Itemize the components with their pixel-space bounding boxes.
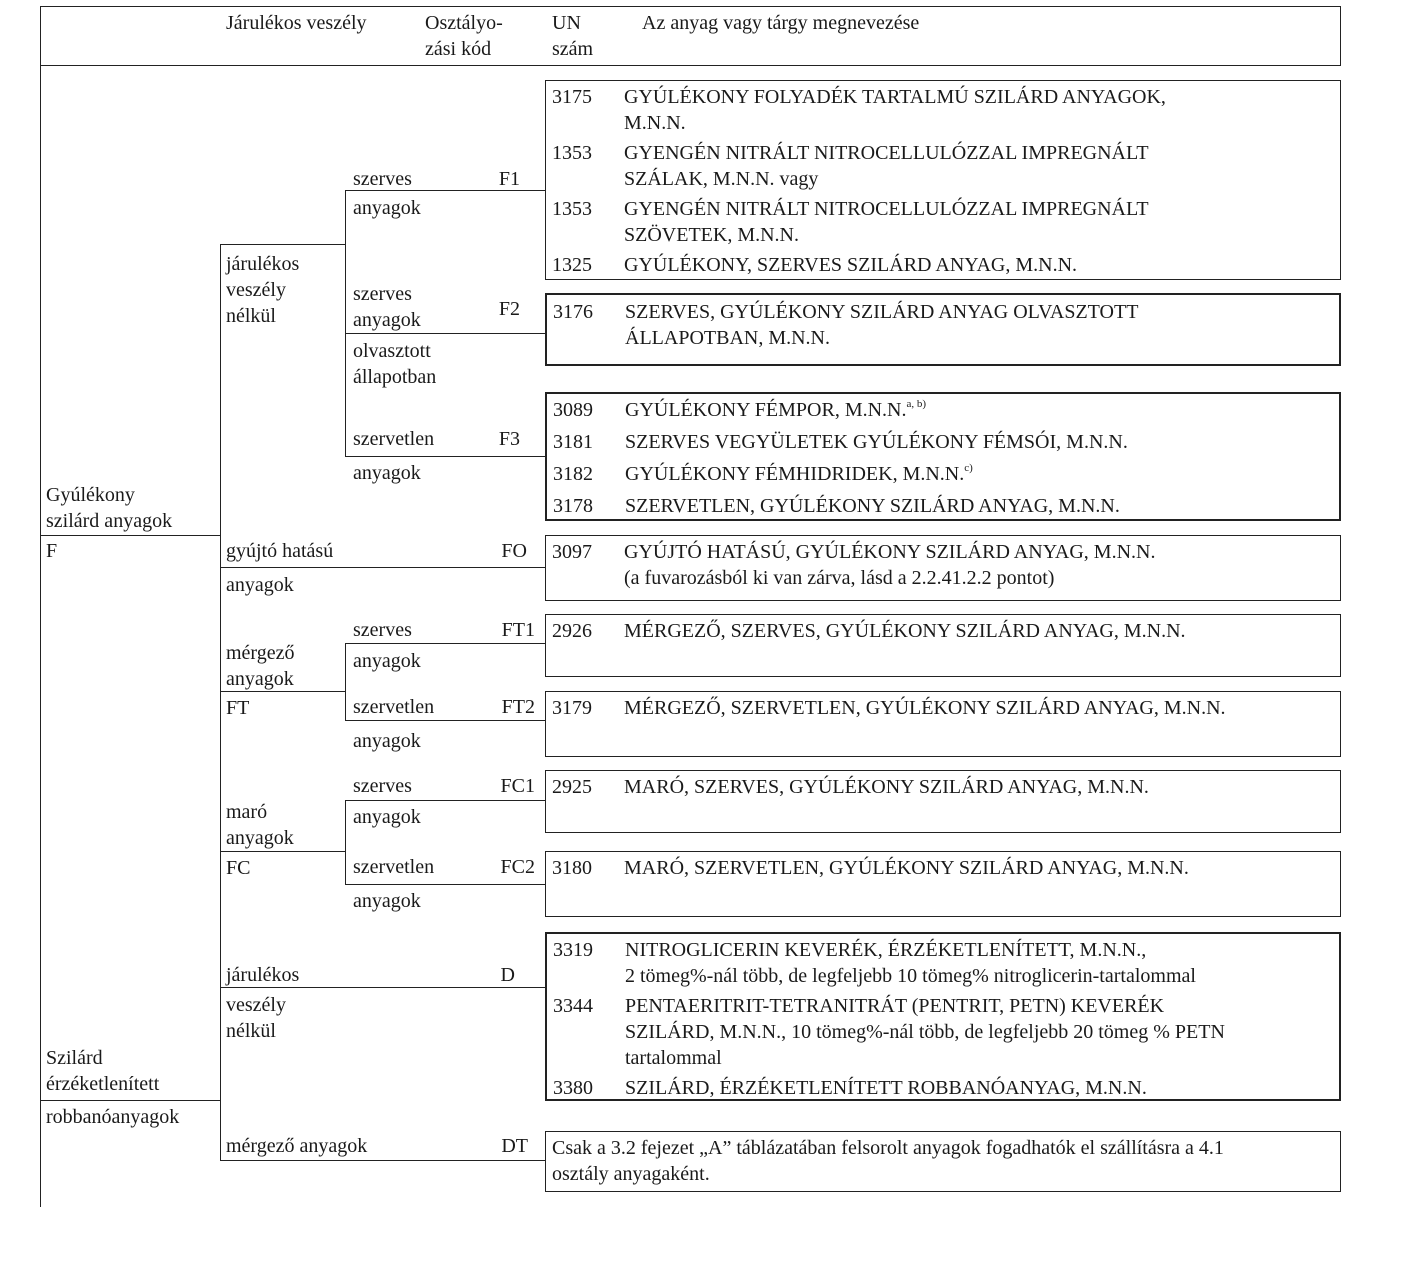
- tree-ft-vertical: [345, 643, 346, 720]
- entry-text: ÁLLAPOTBAN, M.N.N.: [625, 327, 830, 349]
- entry-text: tartalommal: [625, 1047, 722, 1069]
- entry-text: GYÚJTÓ HATÁSÚ, GYÚLÉKONY SZILÁRD ANYAG, M.N.N.: [624, 541, 1156, 563]
- un-number: 3319: [553, 939, 593, 961]
- entry-text: GYÚLÉKONY FOLYADÉK TARTALMÚ SZILÁRD ANYAGOK,: [624, 86, 1166, 108]
- entry-text: GYÚLÉKONY FÉMHIDRIDEK, M.N.N.: [625, 463, 965, 485]
- branch-d-no-sub-line1: járulékos: [226, 964, 300, 986]
- code-ft2: FT2: [501, 696, 535, 718]
- branch-organic-line1: szerves: [353, 168, 412, 190]
- branch-d-no-sub-line3: nélkül: [226, 1020, 276, 1042]
- entry-text: MARÓ, SZERVES, GYÚLÉKONY SZILÁRD ANYAG, M.N.N.: [624, 776, 1149, 798]
- entry-box-f2: [545, 293, 1341, 366]
- entry-text: 2 tömeg%-nál több, de legfeljebb 10 tömeg% nitroglicerin-tartalommal: [625, 965, 1196, 987]
- tree-f2-line: [345, 333, 545, 334]
- branch-corr-line2: anyagok: [226, 827, 294, 849]
- branch-ft-inorganic-line2: anyagok: [353, 730, 421, 752]
- entry-box-f1: [545, 80, 1341, 280]
- branch-toxic-code: FT: [226, 697, 250, 719]
- branch-inorganic-line1: szervetlen: [353, 428, 435, 450]
- branch-ft-organic-line2: anyagok: [353, 650, 421, 672]
- entry-text: MÉRGEZŐ, SZERVES, GYÚLÉKONY SZILÁRD ANYAG, M.N.N.: [624, 620, 1186, 642]
- entry-text: NITROGLICERIN KEVERÉK, ÉRZÉKETLENÍTETT, M.N.N.,: [625, 939, 1147, 961]
- entry-text: SZILÁRD, ÉRZÉKETLENÍTETT ROBBANÓANYAG, M.N.N.: [625, 1077, 1147, 1099]
- un-number: 1325: [552, 254, 592, 276]
- branch-d-toxic: mérgező anyagok: [226, 1135, 368, 1157]
- footnote-mark: a, b): [906, 398, 927, 410]
- un-number: 1353: [552, 198, 592, 220]
- branch-organic-line2: anyagok: [353, 197, 421, 219]
- entry-text: SZERVETLEN, GYÚLÉKONY SZILÁRD ANYAG, M.N.N.: [625, 495, 1120, 517]
- tree-fc1-line: [345, 800, 545, 801]
- tree-ft2-line: [345, 720, 545, 721]
- un-number: 3175: [552, 86, 592, 108]
- branch-inorganic-line2: anyagok: [353, 462, 421, 484]
- entry-text: MARÓ, SZERVETLEN, GYÚLÉKONY SZILÁRD ANYAG, M.N.N.: [624, 857, 1189, 879]
- group-flammable-line1: Gyúlékony: [46, 484, 135, 506]
- branch-fc-inorganic-line2: anyagok: [353, 890, 421, 912]
- branch-organic-molten-line2: anyagok: [353, 309, 421, 331]
- group-desens-line3: robbanóanyagok: [46, 1106, 180, 1128]
- entry-box-dt: [545, 1131, 1341, 1192]
- branch-toxic-line1: mérgező: [226, 642, 295, 664]
- un-number: 2926: [552, 620, 592, 642]
- entry-text: SZILÁRD, M.N.N., 10 tömeg%-nál több, de legfeljebb 20 tömeg % PETN: [625, 1021, 1225, 1043]
- entry-text: GYÚLÉKONY, SZERVES SZILÁRD ANYAG, M.N.N.: [624, 254, 1078, 276]
- entry-box-d: [545, 932, 1341, 1101]
- branch-oxid-line1: gyújtó hatású: [226, 540, 334, 562]
- un-number: 3180: [552, 857, 592, 879]
- entry-box-fc1: [545, 770, 1341, 833]
- un-number: 3179: [552, 697, 592, 719]
- entry-text: (a fuvarozásból ki van zárva, lásd a 2.2.41.2.2 pontot): [624, 567, 1055, 589]
- branch-fc-organic-line2: anyagok: [353, 806, 421, 828]
- code-f2: F2: [498, 298, 520, 320]
- branch-d-no-sub-line2: veszély: [226, 994, 286, 1016]
- branch-oxid-line2: anyagok: [226, 574, 294, 596]
- entry-text: SZÖVETEK, M.N.N.: [624, 224, 799, 246]
- tree-flammable-vertical: [220, 244, 221, 1160]
- tree-fo-line: [220, 567, 545, 568]
- header-col-code-line1: Osztályo-: [425, 12, 503, 34]
- dt-note-line2: osztály anyagaként.: [552, 1163, 710, 1185]
- branch-molten-line1: olvasztott: [353, 340, 431, 362]
- entry-text: GYENGÉN NITRÁLT NITROCELLULÓZZAL IMPREGNÁLT: [624, 142, 1149, 164]
- entry-box-ft2: [545, 691, 1341, 757]
- code-fc2: FC2: [500, 856, 535, 878]
- header-col-code-line2: zási kód: [425, 38, 492, 60]
- code-fo: FO: [501, 540, 527, 562]
- tree-main-vertical: [40, 65, 41, 1207]
- code-f3: F3: [498, 428, 520, 450]
- un-number: 2925: [552, 776, 592, 798]
- branch-corr-line1: maró: [226, 801, 268, 823]
- header-col-hazard: Járulékos veszély: [226, 12, 367, 34]
- un-number: 3176: [553, 301, 593, 323]
- entry-box-fc2: [545, 851, 1341, 917]
- tree-fc-branch: [220, 851, 345, 852]
- branch-no-sub-line2: veszély: [226, 279, 286, 301]
- un-number: 1353: [552, 142, 592, 164]
- entry-text: SZERVES VEGYÜLETEK GYÚLÉKONY FÉMSÓI, M.N.N.: [625, 431, 1128, 453]
- entry-text: [625, 397, 926, 423]
- entry-text: [625, 461, 973, 487]
- entry-text: GYENGÉN NITRÁLT NITROCELLULÓZZAL IMPREGNÁLT: [624, 198, 1149, 220]
- code-ft1: FT1: [501, 619, 535, 641]
- footnote-mark: c): [964, 462, 973, 474]
- branch-ft-organic-line1: szerves: [353, 619, 412, 641]
- code-d: D: [500, 964, 515, 986]
- group-flammable-line2: szilárd anyagok: [46, 510, 173, 532]
- branch-ft-inorganic-line1: szervetlen: [353, 696, 435, 718]
- tree-fc-vertical: [345, 800, 346, 884]
- branch-corr-code: FC: [226, 857, 251, 879]
- branch-organic-molten-line1: szerves: [353, 283, 412, 305]
- header-col-un-line1: UN: [552, 12, 581, 34]
- branch-fc-inorganic-line1: szervetlen: [353, 856, 435, 878]
- branch-no-sub-line3: nélkül: [226, 305, 276, 327]
- tree-flammable-separator: [40, 535, 220, 536]
- un-number: 3380: [553, 1077, 593, 1099]
- entry-text: MÉRGEZŐ, SZERVETLEN, GYÚLÉKONY SZILÁRD ANYAG, M.N.N.: [624, 697, 1226, 719]
- entry-text: GYÚLÉKONY FÉMPOR, M.N.N.: [625, 399, 907, 421]
- tree-fc2-line: [345, 884, 545, 885]
- un-number: 3182: [553, 463, 593, 485]
- un-number: 3089: [553, 399, 593, 421]
- dt-note-line1: Csak a 3.2 fejezet „A” táblázatában felsorolt anyagok fogadhatók el szállításra a 4.1: [552, 1137, 1224, 1159]
- un-number: 3097: [552, 541, 592, 563]
- tree-ft1-line: [345, 643, 545, 644]
- entry-box-f3: [545, 392, 1341, 521]
- header-col-un-line2: szám: [552, 38, 594, 60]
- tree-desens-separator: [40, 1100, 220, 1101]
- code-dt: DT: [501, 1135, 528, 1157]
- group-desens-line1: Szilárd: [46, 1047, 103, 1069]
- tree-f3-line: [345, 456, 545, 457]
- entry-text: SZERVES, GYÚLÉKONY SZILÁRD ANYAG OLVASZTOTT: [625, 301, 1139, 323]
- un-number: 3344: [553, 995, 593, 1017]
- header-col-name: Az anyag vagy tárgy megnevezése: [642, 12, 920, 34]
- branch-molten-line2: állapotban: [353, 366, 437, 388]
- branch-fc-organic-line1: szerves: [353, 775, 412, 797]
- tree-dt-line: [220, 1160, 545, 1161]
- branch-no-sub-line1: járulékos: [226, 253, 300, 275]
- entry-box-fo: [545, 535, 1341, 601]
- tree-no-sub-branch: [220, 244, 345, 245]
- un-number: 3181: [553, 431, 593, 453]
- entry-text: M.N.N.: [624, 112, 686, 134]
- tree-no-sub-vertical: [345, 190, 346, 456]
- code-f1: F1: [498, 168, 520, 190]
- branch-toxic-line2: anyagok: [226, 668, 294, 690]
- un-number: 3178: [553, 495, 593, 517]
- entry-text: SZÁLAK, M.N.N. vagy: [624, 168, 819, 190]
- group-desens-line2: érzéketlenített: [46, 1073, 160, 1095]
- entry-text: PENTAERITRIT-TETRANITRÁT (PENTRIT, PETN) KEVERÉK: [625, 995, 1165, 1017]
- code-fc1: FC1: [500, 775, 535, 797]
- entry-box-ft1: [545, 614, 1341, 677]
- group-flammable-code: F: [46, 540, 58, 562]
